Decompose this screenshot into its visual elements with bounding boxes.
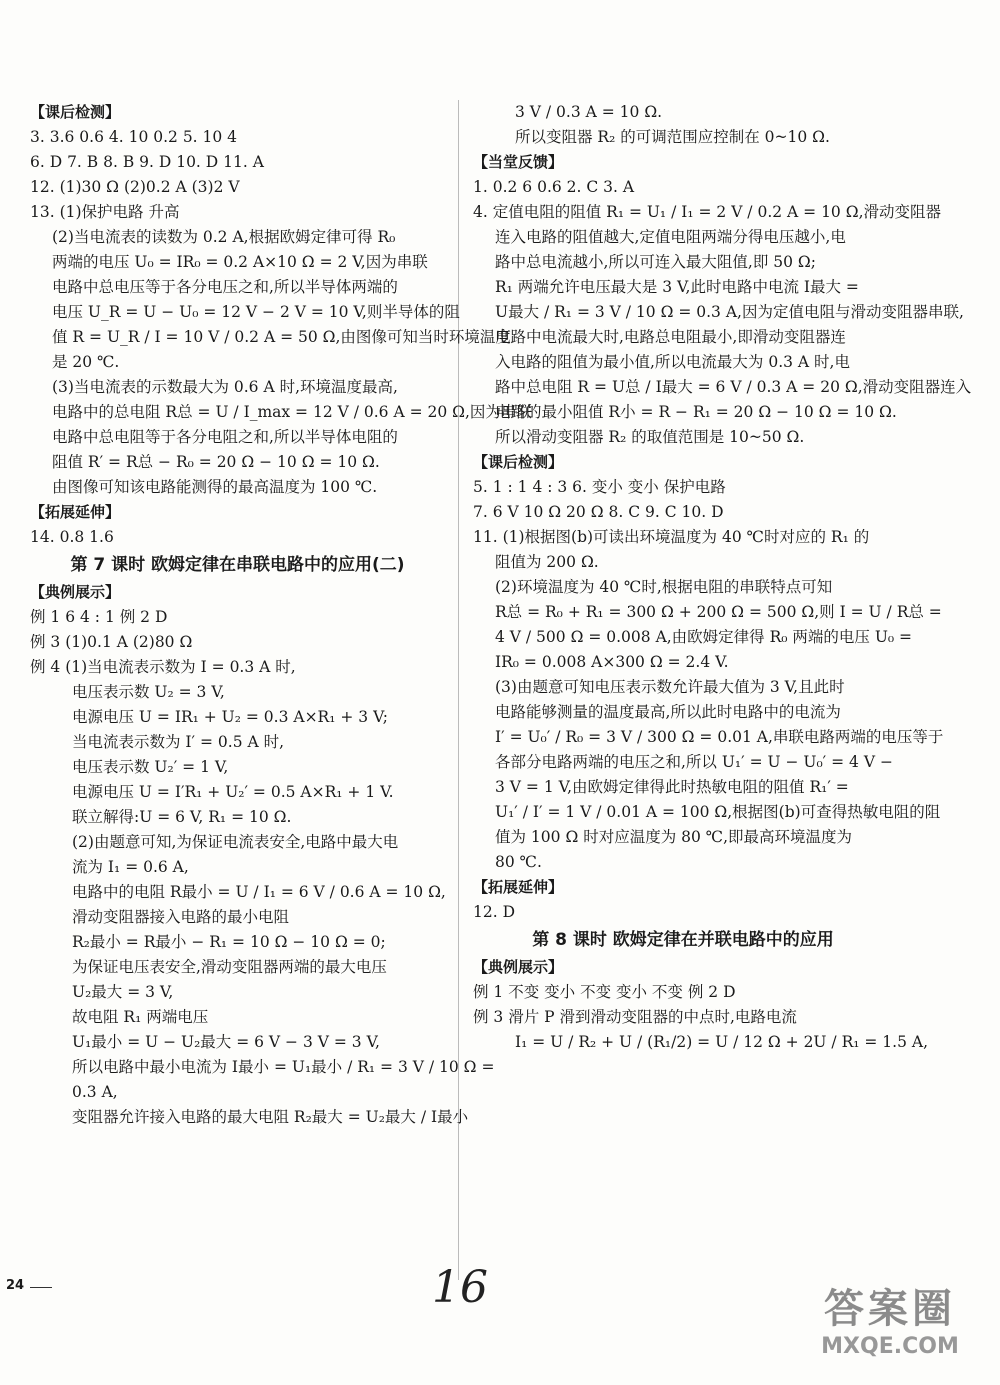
text-line: 值为 100 Ω 时对应温度为 80 ℃,即最高环境温度为 bbox=[495, 828, 853, 846]
section-heading: 【拓展延伸】 bbox=[30, 503, 121, 521]
text-line: 80 ℃. bbox=[495, 853, 542, 871]
text-line: 为保证电压表安全,滑动变阻器两端的最大电压 bbox=[72, 958, 387, 976]
column-divider bbox=[458, 100, 459, 1280]
text-line: 阻值为 200 Ω. bbox=[495, 553, 599, 571]
text-line: (2)当电流表的读数为 0.2 A,根据欧姆定律可得 R₀ bbox=[52, 228, 396, 246]
text-line: 路中总电流越小,所以可连入最大阻值,即 50 Ω; bbox=[495, 253, 817, 271]
text-line: (3)由题意可知电压表示数允许最大值为 3 V,且此时 bbox=[495, 678, 845, 696]
text-line: 流为 I₁ = 0.6 A, bbox=[72, 858, 189, 876]
text-line: 阻值 R′ = R总 − R₀ = 20 Ω − 10 Ω = 10 Ω. bbox=[52, 453, 380, 471]
text-line: 电压 U_R = U − U₀ = 12 V − 2 V = 10 V,则半导体的阻 bbox=[52, 303, 460, 321]
page-number: 24 bbox=[6, 1278, 25, 1293]
text-line: 3 V = 1 V,由欧姆定律得此时热敏电阻的阻值 R₁′ = bbox=[495, 778, 849, 796]
text-line: 3 V / 0.3 A = 10 Ω. bbox=[515, 103, 663, 121]
text-line: 各部分电路两端的电压之和,所以 U₁′ = U − U₀′ = 4 V − bbox=[495, 753, 893, 771]
text-line: 连入电路的阻值越大,定值电阻两端分得电压越小,电 bbox=[495, 228, 846, 246]
right-column bbox=[473, 100, 972, 1055]
text-line: 电路中电流最大时,电路总电阻最小,即滑动变阻器连 bbox=[495, 328, 846, 346]
text-line: 12. (1)30 Ω (2)0.2 A (3)2 V bbox=[30, 178, 240, 196]
watermark-title: 答案圈 bbox=[824, 1286, 956, 1332]
text-line: 电路中总电压等于各分电压之和,所以半导体两端的 bbox=[52, 278, 398, 296]
section-heading: 【当堂反馈】 bbox=[473, 153, 564, 171]
text-line: 电源电压 U = I′R₁ + U₂′ = 0.5 A×R₁ + 1 V. bbox=[72, 783, 394, 801]
text-line: 例 4 (1)当电流表示数为 I = 0.3 A 时, bbox=[30, 658, 296, 676]
text-line: 所以电路中最小电流为 I最小 = U₁最小 / R₁ = 3 V / 10 Ω = bbox=[72, 1058, 495, 1076]
text-line: IR₀ = 0.008 A×300 Ω = 2.4 V. bbox=[495, 653, 729, 671]
text-line: 电路的最小阻值 R小 = R − R₁ = 20 Ω − 10 Ω = 10 Ω. bbox=[495, 403, 897, 421]
section-heading: 【典例展示】 bbox=[473, 958, 564, 976]
watermark-url: MXQE.COM bbox=[821, 1334, 959, 1359]
text-line: 6. D 7. B 8. B 9. D 10. D 11. A bbox=[30, 153, 264, 171]
text-line: 是 20 ℃. bbox=[52, 353, 120, 371]
text-line: 例 1 6 4 : 1 例 2 D bbox=[30, 608, 168, 626]
text-line: 两端的电压 U₀ = IR₀ = 0.2 A×10 Ω = 2 V,因为串联 bbox=[52, 253, 428, 271]
handwritten-number: 16 bbox=[432, 1262, 488, 1313]
text-line: 所以变阻器 R₂ 的可调范围应控制在 0~10 Ω. bbox=[515, 128, 830, 146]
text-line: 12. D bbox=[473, 903, 516, 921]
text-line: 5. 1 : 1 4 : 3 6. 变小 变小 保护电路 bbox=[473, 478, 726, 496]
text-line: 14. 0.8 1.6 bbox=[30, 528, 114, 546]
text-line: R₂最小 = R最小 − R₁ = 10 Ω − 10 Ω = 0; bbox=[72, 933, 386, 951]
text-line: (2)环境温度为 40 ℃时,根据电阻的串联特点可知 bbox=[495, 578, 833, 596]
section-heading: 【课后检测】 bbox=[30, 103, 121, 121]
page-number-rule bbox=[30, 1287, 52, 1288]
text-line: 路中总电阻 R = U总 / I最大 = 6 V / 0.3 A = 20 Ω,滑动变阻器连入 bbox=[495, 378, 972, 396]
text-line: 故电阻 R₁ 两端电压 bbox=[72, 1008, 209, 1026]
text-line: (2)由题意可知,为保证电流表安全,电路中最大电 bbox=[72, 833, 399, 851]
section-heading: 【课后检测】 bbox=[473, 453, 564, 471]
text-line: 4 V / 500 Ω = 0.008 A,由欧姆定律得 R₀ 两端的电压 U₀ = bbox=[495, 628, 913, 646]
text-line: U₂最大 = 3 V, bbox=[72, 983, 174, 1001]
text-line: 3. 3.6 0.6 4. 10 0.2 5. 10 4 bbox=[30, 128, 238, 146]
section-heading: 【拓展延伸】 bbox=[473, 878, 564, 896]
text-line: 入电路的阻值为最小值,所以电流最大为 0.3 A 时,电 bbox=[495, 353, 850, 371]
lesson-title: 第 8 课时 欧姆定律在并联电路中的应用 bbox=[532, 930, 834, 950]
text-line: 例 1 不变 变小 不变 变小 不变 例 2 D bbox=[473, 983, 736, 1001]
text-line: 由图像可知该电路能测得的最高温度为 100 ℃. bbox=[52, 478, 378, 496]
text-line: 1. 0.2 6 0.6 2. C 3. A bbox=[473, 178, 635, 196]
text-line: 电压表示数 U₂ = 3 V, bbox=[72, 683, 225, 701]
text-line: R₁ 两端允许电压最大是 3 V,此时电路中电流 I最大 = bbox=[495, 278, 859, 296]
text-line: I′ = U₀′ / R₀ = 3 V / 300 Ω = 0.01 A,串联电路两端的电压等于 bbox=[495, 728, 944, 746]
text-line: 例 3 滑片 P 滑到滑动变阻器的中点时,电路电流 bbox=[473, 1008, 797, 1026]
text-line: I₁ = U / R₂ + U / (R₁/2) = U / 12 Ω + 2U / R₁ = 1.5 A, bbox=[515, 1033, 928, 1051]
text-line: U₁最小 = U − U₂最大 = 6 V − 3 V = 3 V, bbox=[72, 1033, 380, 1051]
text-line: 例 3 (1)0.1 A (2)80 Ω bbox=[30, 633, 193, 651]
text-line: 电路能够测量的温度最高,所以此时电路中的电流为 bbox=[495, 703, 841, 721]
text-line: R总 = R₀ + R₁ = 300 Ω + 200 Ω = 500 Ω,则 I = U / R总 = bbox=[495, 603, 942, 621]
text-line: 电源电压 U = IR₁ + U₂ = 0.3 A×R₁ + 3 V; bbox=[72, 708, 388, 726]
text-line: 所以滑动变阻器 R₂ 的取值范围是 10~50 Ω. bbox=[495, 428, 805, 446]
text-line: U最大 / R₁ = 3 V / 10 Ω = 0.3 A,因为定值电阻与滑动变阻器串联, bbox=[495, 303, 964, 321]
text-line: 电路中总电阻等于各分电阻之和,所以半导体电阻的 bbox=[52, 428, 398, 446]
text-line: 当电流表示数为 I′ = 0.5 A 时, bbox=[72, 733, 285, 751]
text-line: 7. 6 V 10 Ω 20 Ω 8. C 9. C 10. D bbox=[473, 503, 724, 521]
text-line: 电路中的总电阻 R总 = U / I_max = 12 V / 0.6 A = 20 Ω,因为串联 bbox=[52, 403, 532, 421]
section-heading: 【典例展示】 bbox=[30, 583, 121, 601]
text-line: 变阻器允许接入电路的最大电阻 R₂最大 = U₂最大 / I最小 bbox=[72, 1108, 469, 1126]
watermark-logo bbox=[795, 1277, 985, 1385]
text-line: (3)当电流表的示数最大为 0.6 A 时,环境温度最高, bbox=[52, 378, 398, 396]
text-line: 电压表示数 U₂′ = 1 V, bbox=[72, 758, 229, 776]
text-line: 值 R = U_R / I = 10 V / 0.2 A = 50 Ω,由图像可知当时环境温度 bbox=[52, 328, 511, 346]
text-line: 电路中的电阻 R最小 = U / I₁ = 6 V / 0.6 A = 10 Ω, bbox=[72, 883, 446, 901]
text-line: 11. (1)根据图(b)可读出环境温度为 40 ℃时对应的 R₁ 的 bbox=[473, 528, 870, 546]
text-line: 13. (1)保护电路 升高 bbox=[30, 203, 180, 221]
text-line: U₁′ / I′ = 1 V / 0.01 A = 100 Ω,根据图(b)可查得热敏电阻的阻 bbox=[495, 803, 941, 821]
text-line: 4. 定值电阻的阻值 R₁ = U₁ / I₁ = 2 V / 0.2 A = 10 Ω,滑动变阻器 bbox=[473, 203, 941, 221]
text-line: 滑动变阻器接入电路的最小电阻 bbox=[72, 908, 290, 926]
text-line: 联立解得:U = 6 V, R₁ = 10 Ω. bbox=[72, 808, 292, 826]
lesson-title: 第 7 课时 欧姆定律在串联电路中的应用(二) bbox=[70, 555, 405, 575]
text-line: 0.3 A, bbox=[72, 1083, 118, 1101]
